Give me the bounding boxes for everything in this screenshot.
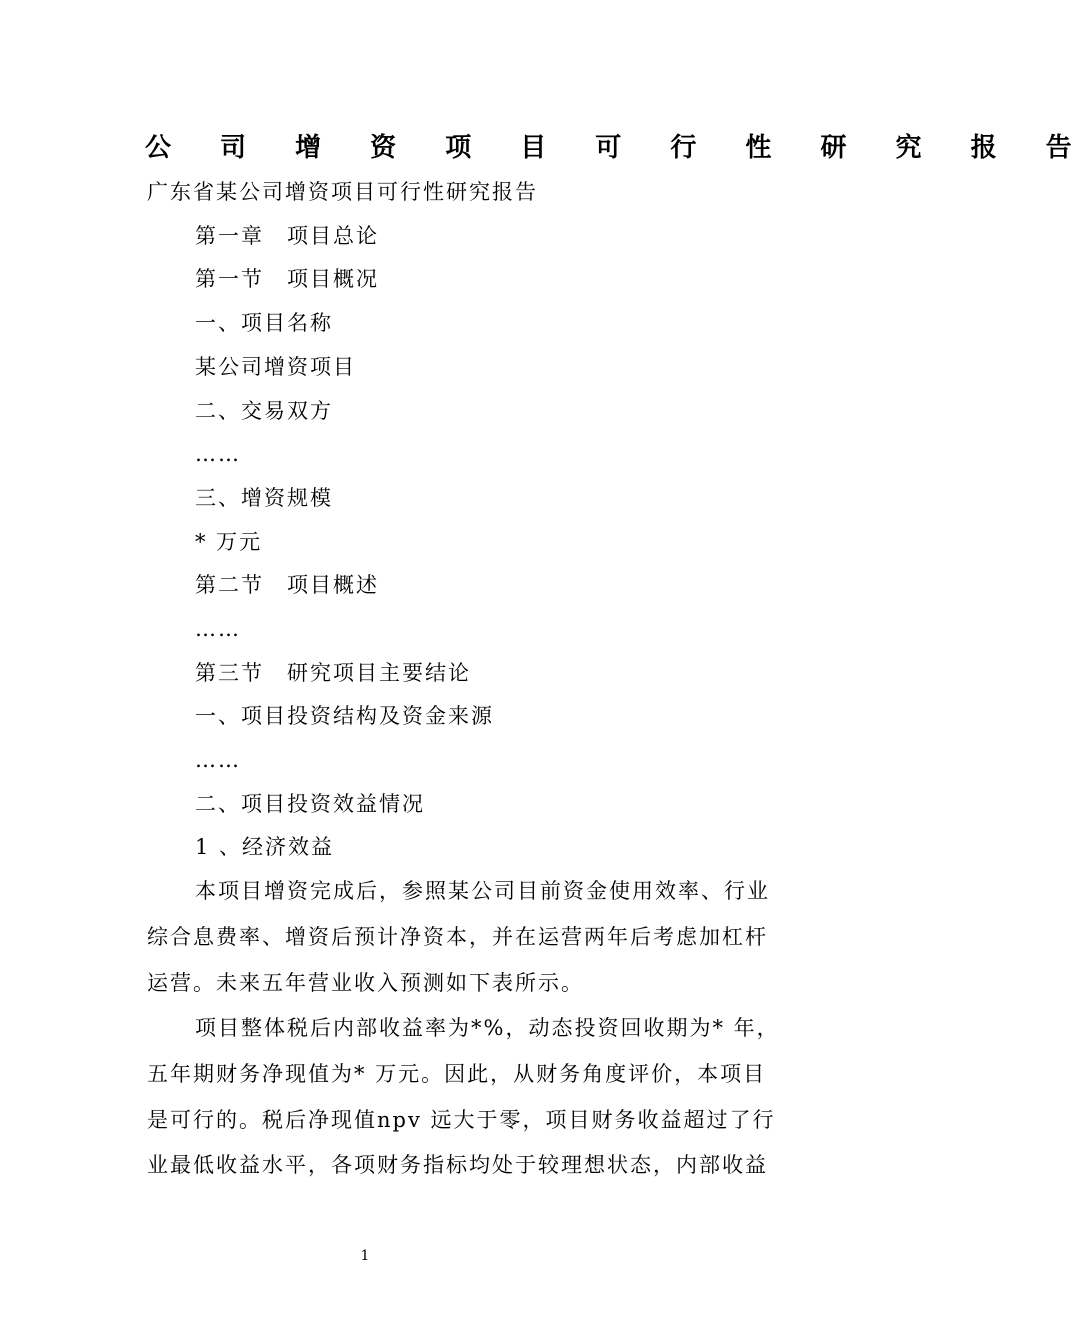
section-heading: 第三节 研究项目主要结论 [195, 661, 471, 685]
paragraph-line: 运营。未来五年营业收入预测如下表所示。 [147, 971, 584, 995]
paragraph-line: 综合息费率、增资后预计净资本，并在运营两年后考虑加杠杆 [147, 925, 768, 949]
item-heading: 二、交易双方 [195, 399, 333, 423]
item-heading: 三、增资规模 [195, 486, 333, 510]
item-heading: 二、项目投资效益情况 [195, 792, 425, 816]
ellipsis-text: …… [195, 617, 241, 641]
ellipsis-text: …… [195, 748, 241, 772]
paragraph-line: 是可行的。税后净现值npv 远大于零，项目财务收益超过了行 [147, 1108, 776, 1132]
item-text: 某公司增资项目 [195, 355, 356, 379]
document-title: 公 司 增 资 项 目 可 行 性 研 究 报 告 [145, 133, 1092, 163]
section-heading: 第一节 项目概况 [195, 267, 379, 291]
paragraph-line: 五年期财务净现值为* 万元。因此，从财务角度评价，本项目 [147, 1062, 767, 1086]
ellipsis-text: …… [195, 442, 241, 466]
paragraph-line: 项目整体税后内部收益率为*%，动态投资回收期为* 年， [195, 1016, 780, 1040]
paragraph-line: 业最低收益水平，各项财务指标均处于较理想状态，内部收益 [147, 1153, 768, 1177]
section-heading: 第二节 项目概述 [195, 573, 379, 597]
paragraph-line: 本项目增资完成后，参照某公司目前资金使用效率、行业 [195, 879, 770, 903]
page-number: 1 [360, 1248, 370, 1264]
chapter-heading: 第一章 项目总论 [195, 224, 379, 248]
document-subtitle: 广东省某公司增资项目可行性研究报告 [147, 180, 538, 204]
item-heading: 1 、经济效益 [195, 835, 335, 859]
item-heading: 一、项目投资结构及资金来源 [195, 704, 494, 728]
item-heading: 一、项目名称 [195, 311, 333, 335]
item-text: * 万元 [195, 530, 263, 554]
